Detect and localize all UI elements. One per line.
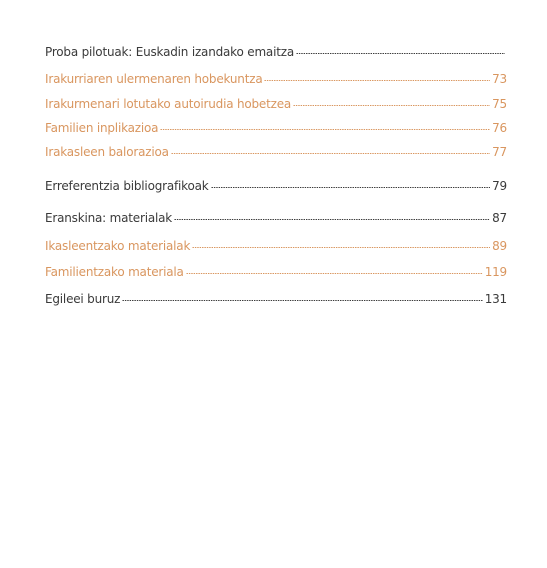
toc-entry-autoirudia[interactable]: [45, 96, 507, 112]
toc-entry-eranskina-materialak[interactable]: [45, 210, 507, 226]
toc-entry-title: Irakurriaren ulermenaren hobekuntza: [45, 72, 263, 86]
toc-entry-title: Familientzako materiala: [45, 265, 184, 279]
toc-entry-title: Irakurmenari lotutako autoirudia hobetzea: [45, 97, 292, 111]
toc-entry-irakasleen-balorazioa[interactable]: [45, 144, 507, 160]
toc-dot-leader: [171, 152, 490, 155]
toc-entry-page: 87: [492, 211, 507, 225]
toc-entry-familien-inplikazioa[interactable]: [45, 120, 507, 136]
toc-dot-leader: [122, 299, 482, 302]
toc-entry-title: Ikasleentzako materialak: [45, 239, 191, 253]
toc-entry-page: 75: [492, 97, 507, 111]
toc-entry-title: Erreferentzia bibliografikoak: [45, 179, 209, 193]
toc-entry-title: Egileei buruz: [45, 292, 121, 306]
toc-entry-erreferentzia-bibliografikoak[interactable]: [45, 178, 507, 194]
toc-entry-page: 73: [492, 72, 507, 86]
toc-dot-leader: [186, 272, 483, 275]
toc-dot-leader: [192, 246, 490, 249]
toc-entry-familientzako-materiala[interactable]: [45, 264, 507, 280]
toc-entry-title: Eranskina: materialak: [45, 211, 173, 225]
toc-entry-title: Irakasleen balorazioa: [45, 145, 169, 159]
toc-entry-page: 77: [492, 145, 507, 159]
toc-entry-page: 89: [492, 239, 507, 253]
toc-entry-egileei-buruz[interactable]: [45, 291, 507, 307]
toc-entry-irakurriaren-ulermena[interactable]: [45, 71, 507, 87]
toc-dot-leader: [264, 79, 490, 82]
toc-dot-leader: [211, 186, 491, 189]
toc-entry-page: 79: [492, 179, 507, 193]
toc-entry-ikasleentzako-materialak[interactable]: [45, 238, 507, 254]
toc-dot-leader: [296, 52, 505, 55]
toc-dot-leader: [174, 218, 490, 221]
toc-entry-page: 131: [484, 292, 507, 306]
toc-entry-proba-pilotuak[interactable]: [45, 44, 507, 60]
toc-entry-title: Familien inplikazioa: [45, 121, 159, 135]
toc-dot-leader: [293, 104, 490, 107]
toc-entry-title: Proba pilotuak: Euskadin izandako emaitza: [45, 45, 294, 59]
toc-entry-page: 119: [484, 265, 507, 279]
toc-dot-leader: [160, 128, 490, 131]
toc-entry-page: 76: [492, 121, 507, 135]
